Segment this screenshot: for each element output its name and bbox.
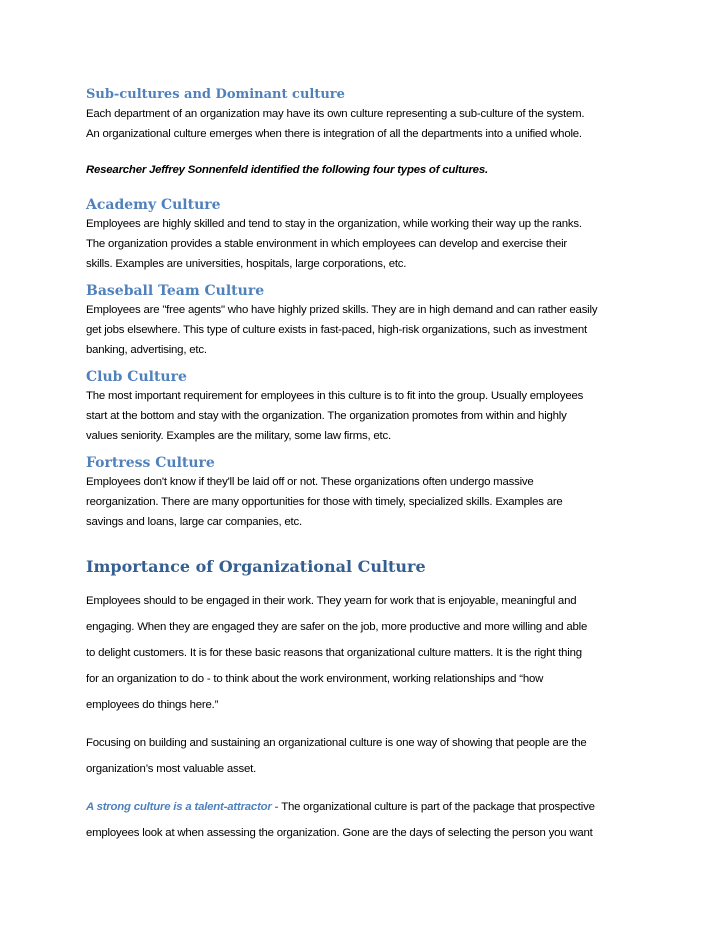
heading-baseball-culture: Baseball Team Culture xyxy=(86,283,265,299)
fortress-line-1: Employees don't know if they'll be laid off or not. These organizations often undergo massive xyxy=(86,476,534,488)
academy-line-1: Employees are highly skilled and tend to stay in the organization, while working their way up the ranks. xyxy=(86,218,582,230)
fortress-line-3: savings and loans, large car companies, etc. xyxy=(86,516,302,528)
club-line-3: values seniority. Examples are the military, some law firms, etc. xyxy=(86,430,391,442)
heading-importance: Importance of Organizational Culture xyxy=(86,557,426,576)
importance-paragraph-3 xyxy=(86,794,656,846)
importance-p3-line-2: employees look at when assessing the organization. Gone are the days of selecting the person you want xyxy=(86,827,593,839)
heading-subcultures: Sub-cultures and Dominant culture xyxy=(86,87,345,102)
baseball-line-2: get jobs elsewhere. This type of culture exists in fast-paced, high-risk organizations, such as investment xyxy=(86,324,587,336)
academy-line-3: skills. Examples are universities, hospitals, large corporations, etc. xyxy=(86,258,407,270)
importance-p2-line-1: Focusing on building and sustaining an organizational culture is one way of showing that people are the xyxy=(86,737,587,749)
researcher-note: Researcher Jeffrey Sonnenfeld identified the following four types of cultures. xyxy=(86,164,488,176)
heading-club-culture: Club Culture xyxy=(86,369,187,385)
talent-attractor-rest: The organizational culture is part of the package that prospective xyxy=(281,801,595,813)
subcultures-line-1: Each department of an organization may have its own culture representing a sub-culture of the system. xyxy=(86,108,585,120)
document-body xyxy=(86,86,656,846)
club-line-1: The most important requirement for employees in this culture is to fit into the group. Usually employees xyxy=(86,390,584,402)
importance-paragraph-1 xyxy=(86,588,656,718)
importance-p1-line-1: Employees should to be engaged in their work. They yearn for work that is enjoyable, meaningful and xyxy=(86,595,577,607)
subcultures-line-2: An organizational culture emerges when there is integration of all the departments into a unified whole. xyxy=(86,128,582,140)
baseball-line-3: banking, advertising, etc. xyxy=(86,344,207,356)
heading-academy-culture: Academy Culture xyxy=(86,197,221,213)
importance-p1-line-2: engaging. When they are engaged they are safer on the job, more productive and more willing and able xyxy=(86,621,588,633)
importance-p3-line-1 xyxy=(86,794,656,820)
importance-paragraph-2 xyxy=(86,730,656,782)
heading-fortress-culture: Fortress Culture xyxy=(86,455,215,471)
importance-p1-line-3: to delight customers. It is for these basic reasons that organizational culture matters. It is the right thing xyxy=(86,647,582,659)
baseball-line-1: Employees are "free agents" who have highly prized skills. They are in high demand and can rather easily xyxy=(86,304,598,316)
fortress-line-2: reorganization. There are many opportunities for those with timely, specialized skills. Examples are xyxy=(86,496,563,508)
club-line-2: start at the bottom and stay with the organization. The organization promotes from within and highly xyxy=(86,410,567,422)
importance-p2-line-2: organization’s most valuable asset. xyxy=(86,763,257,775)
importance-p1-line-4: for an organization to do - to think about the work environment, working relationships and “how xyxy=(86,673,544,685)
academy-line-2: The organization provides a stable environment in which employees can develop and exercise their xyxy=(86,238,568,250)
importance-p1-line-5: employees do things here.” xyxy=(86,699,219,711)
talent-attractor-lead: A strong culture is a talent-attractor - xyxy=(86,801,282,813)
